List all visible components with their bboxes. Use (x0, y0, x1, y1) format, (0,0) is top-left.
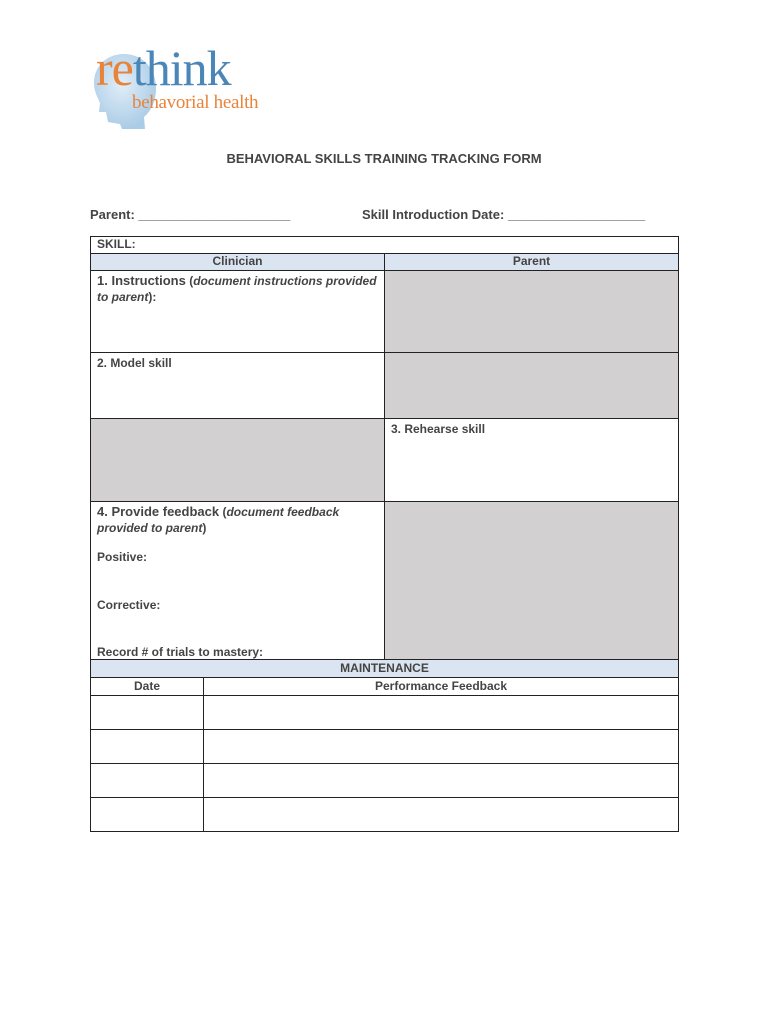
skill-label: SKILL: (97, 237, 136, 251)
trials-label: Record # of trials to mastery: (97, 645, 264, 659)
model-skill-parent-shaded (385, 353, 679, 419)
rehearse-skill-row (91, 419, 679, 502)
maintenance-row (91, 764, 679, 798)
feedback-note: document feedback provided to parent (97, 505, 340, 535)
rehearse-skill-cell[interactable] (385, 419, 679, 502)
maintenance-title: MAINTENANCE (91, 660, 679, 678)
maintenance-row (91, 798, 679, 832)
model-skill-label: 2. Model skill (97, 356, 172, 370)
training-table (90, 236, 679, 661)
date-cell[interactable] (91, 764, 204, 798)
feedback-entry-cell[interactable] (204, 696, 679, 730)
instructions-paren-open: ( (185, 274, 194, 288)
parent-header: Parent (385, 254, 679, 271)
feedback-paren-open: ( (219, 505, 227, 519)
rethink-logo (90, 40, 270, 128)
feedback-parent-shaded (385, 502, 679, 661)
positive-label: Positive: (97, 550, 148, 564)
performance-feedback-header: Performance Feedback (204, 678, 679, 696)
maintenance-table (90, 659, 679, 832)
feedback-paren-close: ) (202, 521, 207, 535)
model-skill-cell[interactable] (91, 353, 385, 419)
skill-row (91, 237, 679, 254)
skill-introduction-date-field[interactable]: Skill Introduction Date: ___________________ (362, 207, 646, 222)
instructions-label: 1. Instructions (97, 273, 186, 288)
maintenance-column-row (91, 678, 679, 696)
instructions-row (91, 271, 679, 353)
column-header-row (91, 254, 679, 271)
logo-think: think (132, 40, 231, 96)
feedback-cell[interactable] (91, 502, 385, 661)
rehearse-clinician-shaded (91, 419, 385, 502)
feedback-entry-cell[interactable] (204, 764, 679, 798)
clinician-header: Clinician (91, 254, 385, 271)
date-cell[interactable] (91, 696, 204, 730)
date-cell[interactable] (91, 798, 204, 832)
date-cell[interactable] (91, 730, 204, 764)
maintenance-row (91, 696, 679, 730)
feedback-entry-cell[interactable] (204, 798, 679, 832)
feedback-row (91, 502, 679, 661)
logo-tagline: behavorial health (132, 92, 259, 113)
logo-re: re (96, 40, 133, 96)
date-header: Date (91, 678, 204, 696)
parent-field[interactable]: Parent: _____________________ (90, 207, 291, 222)
instructions-parent-shaded (385, 271, 679, 353)
corrective-label: Corrective: (97, 598, 161, 612)
feedback-entry-cell[interactable] (204, 730, 679, 764)
instructions-note: document instructions provided to parent (97, 274, 377, 304)
rehearse-skill-label: 3. Rehearse skill (391, 422, 486, 436)
maintenance-header-row (91, 660, 679, 678)
skill-cell[interactable] (91, 237, 679, 254)
instructions-paren-close: ): (148, 290, 157, 304)
feedback-label: 4. Provide feedback (97, 504, 220, 519)
instructions-cell[interactable] (91, 271, 385, 353)
form-title: BEHAVIORAL SKILLS TRAINING TRACKING FORM (226, 151, 542, 166)
model-skill-row (91, 353, 679, 419)
logo-wordmark (96, 38, 231, 98)
maintenance-row (91, 730, 679, 764)
